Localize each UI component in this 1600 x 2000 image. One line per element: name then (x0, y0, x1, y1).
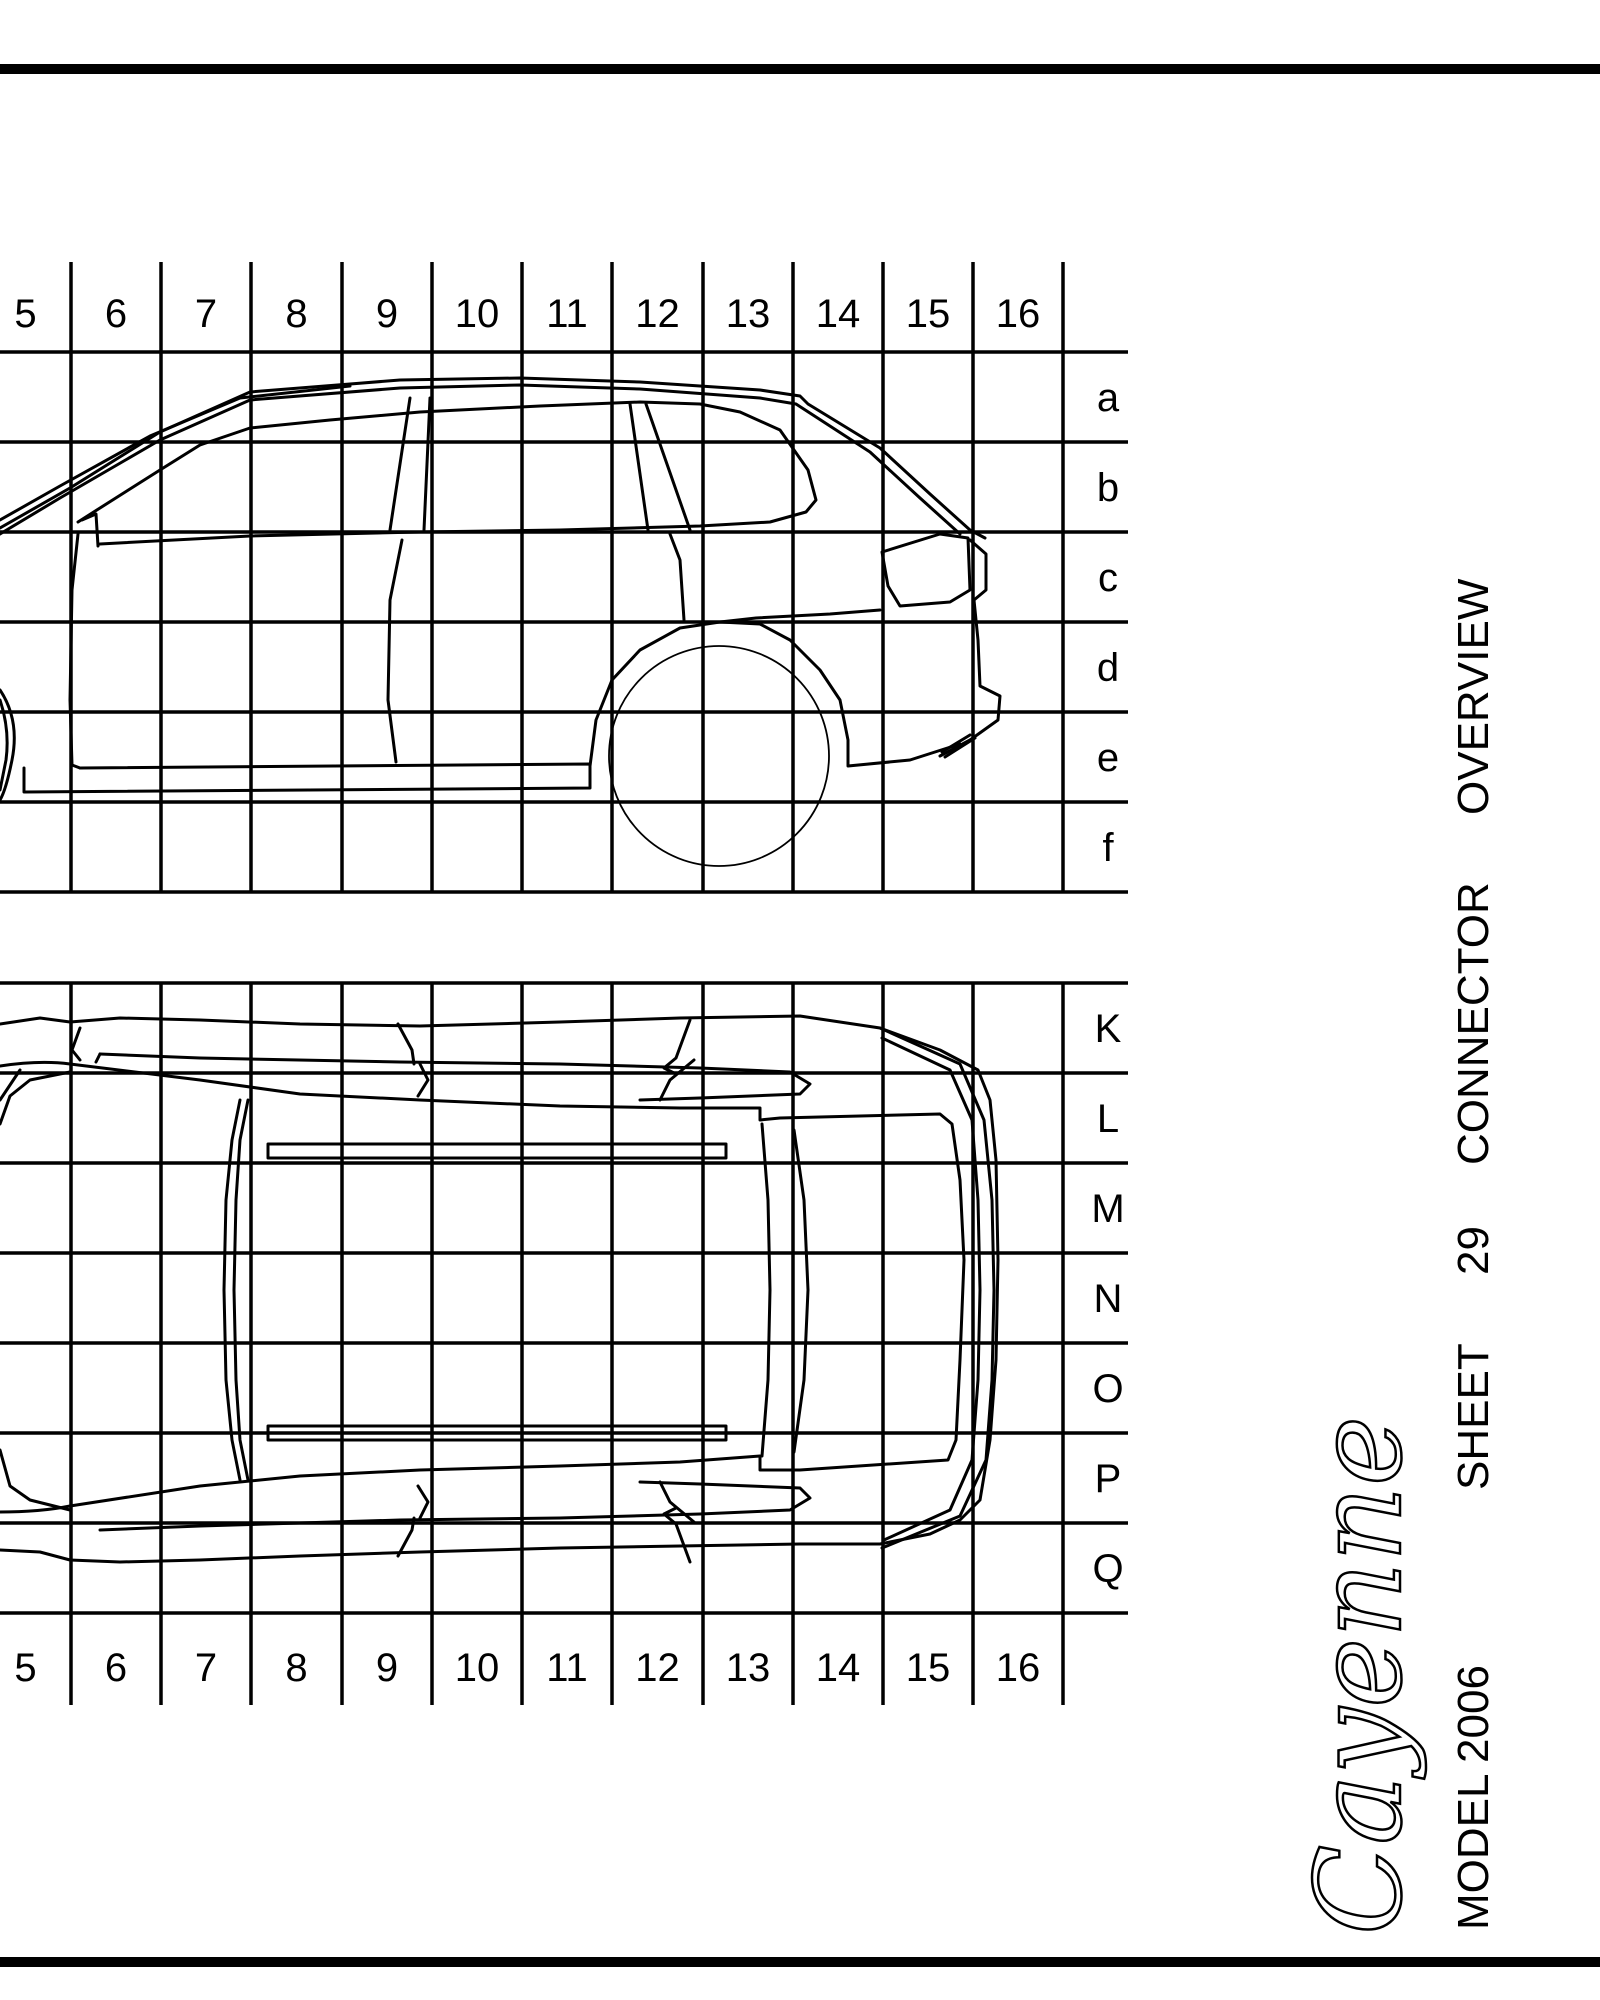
column-label: 16 (995, 1646, 1041, 1690)
column-labels-bottom (14, 1646, 1040, 1690)
side-view-grid (0, 262, 1128, 892)
column-label: 12 (635, 1646, 680, 1690)
column-label: 15 (905, 292, 951, 336)
column-label: 6 (104, 1646, 128, 1690)
row-label: e (1096, 736, 1120, 780)
bottom-border (0, 1957, 1600, 1967)
row-label: L (1096, 1097, 1120, 1141)
sheet-label: SHEET (1449, 1343, 1498, 1490)
model-label: MODEL 2006 (1449, 1665, 1498, 1930)
column-label: 7 (194, 292, 218, 336)
column-label: 8 (285, 1646, 308, 1690)
row-label: d (1096, 646, 1120, 690)
column-label: 15 (905, 1646, 951, 1690)
column-label: 7 (194, 1646, 218, 1690)
column-label: 9 (375, 1646, 399, 1690)
column-label: 11 (546, 292, 588, 336)
title-block (1290, 578, 1498, 1935)
cayenne-logo: Cayenne (1290, 1416, 1428, 1935)
sheet-title-connector: CONNECTOR (1449, 882, 1498, 1165)
car-top-view-drawing (0, 1016, 998, 1562)
column-label: 11 (546, 1646, 588, 1690)
column-label: 12 (635, 292, 680, 336)
sheet-title-overview: OVERVIEW (1449, 578, 1498, 815)
column-label: 16 (995, 292, 1041, 336)
row-label: K (1094, 1007, 1122, 1051)
column-labels-top (14, 292, 1040, 336)
column-label: 10 (454, 1646, 500, 1690)
rear-wheel (609, 646, 829, 866)
column-label: 14 (815, 292, 861, 336)
top-view-row-labels (1091, 1007, 1124, 1591)
row-label: b (1096, 466, 1120, 510)
row-label: f (1102, 826, 1114, 870)
row-label: P (1094, 1457, 1122, 1501)
row-label: N (1093, 1277, 1123, 1321)
column-label: 13 (725, 292, 771, 336)
column-label: 5 (14, 292, 37, 336)
row-label: Q (1092, 1547, 1124, 1591)
column-label: 8 (285, 292, 308, 336)
row-label: M (1091, 1187, 1125, 1231)
sheet-number: 29 (1449, 1226, 1498, 1275)
column-label: 6 (104, 292, 128, 336)
column-label: 14 (815, 1646, 861, 1690)
column-label: 10 (454, 292, 500, 336)
top-border (0, 64, 1600, 74)
row-label: c (1098, 556, 1118, 600)
row-label: a (1096, 376, 1120, 420)
column-label: 13 (725, 1646, 771, 1690)
column-label: 9 (375, 292, 399, 336)
column-label: 5 (14, 1646, 37, 1690)
row-label: O (1092, 1367, 1124, 1411)
